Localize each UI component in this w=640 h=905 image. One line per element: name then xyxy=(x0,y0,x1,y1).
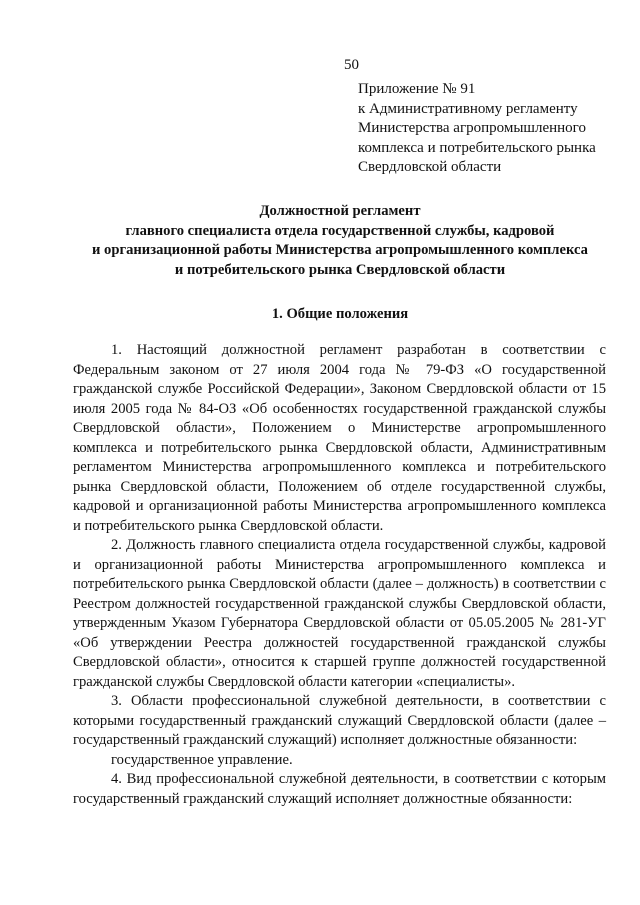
paragraph-4: 4. Вид профессиональной служебной деятельности, в соответствии с которым государственный гражданский служащий исполняет должностные обязанности: xyxy=(73,771,606,807)
title-line: и организационной работы Министерства агропромышленного комплекса xyxy=(92,242,588,258)
document-title xyxy=(60,202,620,280)
title-line: главного специалиста отдела государственной службы, кадровой xyxy=(125,222,555,239)
section-heading: 1. Общие положения xyxy=(271,306,409,322)
paragraph-2: 2. Должность главного специалиста отдела государственной службы, кадровой и организационной работы Министерства агропромышленного комплекса и потребительского рынка Свердловской области (далее – должность) в соответствии с Реестром должностей государственной гражданской службы Свердловской области, утвержденным Указом Губернатора Свердловской области от 05.05.2005 № 281-УГ «Об утверждении Реестра должностей государственной гражданской службы Свердловской области», относится к старшей группе должностей государственной гражданской службы Свердловской области категории «специалисты». xyxy=(73,537,606,690)
paragraph-3-item: государственное управление. xyxy=(111,751,293,768)
paragraph-3: 3. Области профессиональной служебной деятельности, в соответствии с которыми государственный гражданский служащий Свердловской области (далее – государственный гражданский служащий) исполняет должностные обязанности: xyxy=(73,693,606,748)
paragraph-1: 1. Настоящий должностной регламент разработан в соответствии с Федеральным законом от 27 июля 2004 года № 79-ФЗ «О государственной гражданской службе Российской Федерации», Законом Свердловской области от 15 июля 2005 года № 84-ОЗ «Об особенностях государственной гражданской службы Свердловской области», Положением о Министерстве агропромышленного комплекса и потребительского рынка Свердловской области, Административным регламентом Министерства агропромышленного комплекса и потребительского рынка Свердловской области, Положением об отделе государственной службы, кадровой и организационной работы Министерства агропромышленного комплекса и потребительского рынка Свердловской области. xyxy=(73,342,606,534)
appendix-line: Приложение № 91 xyxy=(358,81,476,97)
appendix-line: комплекса и потребительского рынка xyxy=(358,139,596,156)
title-line: Должностной регламент xyxy=(259,203,421,219)
appendix-line: Свердловской области xyxy=(358,159,502,175)
page-number: 50 xyxy=(344,57,359,73)
appendix-line: к Административному регламенту xyxy=(358,100,578,117)
appendix-line: Министерства агропромышленного xyxy=(358,120,586,136)
appendix-block xyxy=(358,80,628,178)
document-body xyxy=(73,341,606,809)
title-line: и потребительского рынка Свердловской области xyxy=(174,261,506,278)
